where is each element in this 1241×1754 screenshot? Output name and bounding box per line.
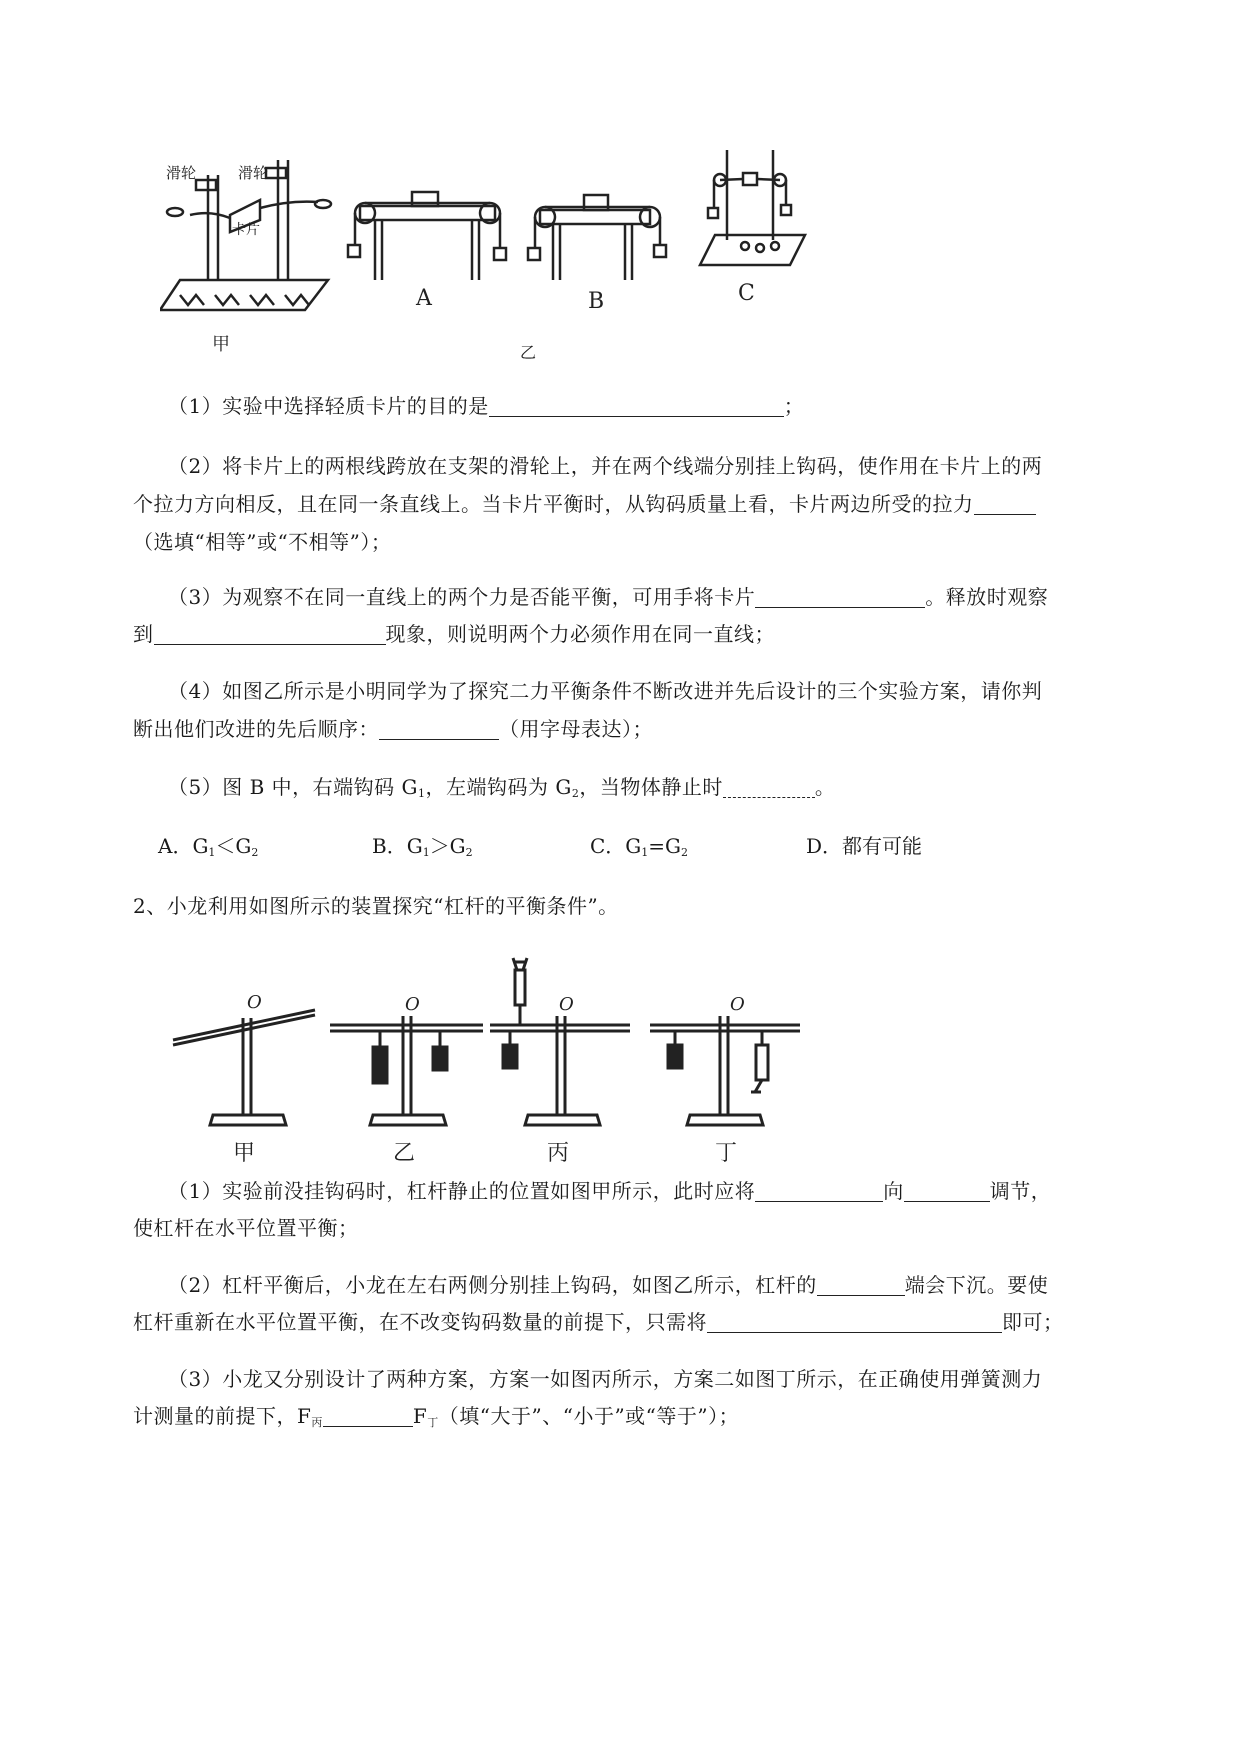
- q1-part5-b: ，左端钩码为 G: [425, 775, 572, 799]
- option-b-rel: ＞G: [429, 834, 466, 858]
- q1-part5-blank[interactable]: [723, 775, 815, 798]
- option-a-rel: ＜G: [215, 834, 252, 858]
- q2-part1-b: 向: [883, 1179, 904, 1203]
- option-c-rel: =G: [648, 834, 682, 858]
- option-c[interactable]: [590, 832, 688, 867]
- option-d-text: D．都有可能: [806, 834, 923, 858]
- q1-part5-sub1: 1: [417, 787, 426, 800]
- label-a: A: [416, 286, 432, 311]
- q1-part1-blank[interactable]: [489, 394, 784, 417]
- q1-part4-blank[interactable]: [379, 717, 499, 740]
- q2-part3-line1: （3）小龙又分别设计了两种方案，方案一如图丙所示，方案二如图丁所示，在正确使用弹簧测力: [168, 1367, 1043, 1391]
- q2-part1-c: 调节，: [989, 1179, 1052, 1203]
- q2-part2-c: 杠杆重新在水平位置平衡，在不改变钩码数量的前提下，只需将: [133, 1310, 707, 1334]
- q2-part2-b: 端会下沉。要使: [904, 1273, 1049, 1297]
- figure-lever-experiment: [165, 950, 815, 1165]
- q2-part3-sub-bing: 丙: [311, 1416, 323, 1429]
- figure-lever-experiment-svg: [165, 950, 815, 1165]
- option-a[interactable]: [158, 832, 258, 867]
- q2-part3-a: 计测量的前提下，F: [133, 1404, 312, 1428]
- q2-part2-a: （2）杠杆平衡后，小龙在左右两侧分别挂上钩码，如图乙所示，杠杆的: [168, 1273, 817, 1297]
- option-b-sub1: 1: [422, 846, 430, 859]
- option-b-sub2: 2: [465, 846, 473, 859]
- label-card: 卡片: [232, 222, 260, 238]
- q1-part3-line2: [133, 620, 775, 648]
- q1-part4-line2-end: （用字母表达）；: [499, 717, 653, 741]
- label-o-jia: O: [247, 992, 262, 1013]
- q2-part3-f: F: [412, 1404, 428, 1428]
- option-b-prefix: B．G: [372, 834, 423, 858]
- q1-part1-text: （1）实验中选择轻质卡片的目的是: [168, 394, 489, 418]
- label-pulley-left: 滑轮: [166, 164, 197, 182]
- q1-part3-text: （3）为观察不在同一直线上的两个力是否能平衡，可用手将卡片: [168, 585, 756, 609]
- label-o-ding: O: [730, 994, 745, 1015]
- q1-part3-line2-end: 现象，则说明两个力必须作用在同一直线；: [385, 622, 775, 646]
- q1-part4-line2-start: 断出他们改进的先后顺序：: [133, 717, 379, 741]
- q1-part3-text-end: 。释放时观察: [925, 585, 1049, 609]
- q1-part5: [168, 773, 835, 808]
- q1-part2-line2: [133, 490, 1036, 518]
- label-yi: 乙: [520, 343, 537, 362]
- q1-part1: [168, 392, 804, 420]
- q2-part3-sub-ding: 丁: [427, 1416, 439, 1429]
- q1-part3-line2-start: 到: [133, 622, 154, 646]
- option-c-prefix: C．G: [590, 834, 642, 858]
- q1-part2-text: 个拉力方向相反，且在同一条直线上。当卡片平衡时，从钩码质量上看，卡片两边所受的拉力: [133, 492, 974, 516]
- q1-part5-c: ，当物体静止时: [579, 775, 723, 799]
- q2-part3-end: （填“大于”、“小于”或“等于”）；: [438, 1404, 740, 1428]
- option-b[interactable]: [372, 832, 473, 867]
- q1-part4-line1: （4）如图乙所示是小明同学为了探究二力平衡条件不断改进并先后设计的三个实验方案，请你判: [168, 679, 1043, 703]
- q1-part3-blank2[interactable]: [154, 622, 386, 645]
- label-jia: 甲: [212, 334, 230, 355]
- q2-title: 2、小龙利用如图所示的装置探究“杠杆的平衡条件”。: [133, 894, 619, 918]
- q1-part5-end: 。: [814, 775, 836, 799]
- q2-part1-line2: 使杠杆在水平位置平衡；: [133, 1216, 359, 1240]
- q1-part2-line3: （选填“相等”或“不相等”）；: [133, 530, 392, 554]
- q2-part1-blank1[interactable]: [755, 1179, 883, 1202]
- label-lever-yi: 乙: [393, 1141, 416, 1165]
- option-c-sub2: 2: [681, 846, 689, 859]
- q2-part2-line1: [168, 1271, 1048, 1299]
- option-a-sub2: 2: [251, 846, 259, 859]
- figure-card-experiment-svg: [160, 140, 860, 380]
- q2-part2-d: 即可；: [1002, 1310, 1064, 1334]
- option-a-prefix: A．G: [158, 834, 209, 858]
- q2-part3-blank[interactable]: [323, 1404, 413, 1427]
- label-lever-ding: 丁: [715, 1141, 738, 1165]
- q2-part2-blank1[interactable]: [817, 1273, 905, 1296]
- q1-part3-line1: [168, 583, 1048, 611]
- label-b: B: [588, 289, 605, 314]
- q1-part5-a: （5）图 B 中，右端钩码 G: [168, 775, 418, 799]
- q2-part1-line1: [168, 1177, 1051, 1205]
- q1-part2-blank[interactable]: [974, 492, 1036, 515]
- q1-part1-end: ；: [783, 394, 805, 418]
- label-pulley-right: 滑轮: [238, 164, 269, 182]
- q1-part2-line1: （2）将卡片上的两根线跨放在支架的滑轮上，并在两个线端分别挂上钩码，使作用在卡片上的两: [168, 454, 1043, 478]
- label-o-yi: O: [405, 994, 420, 1015]
- q1-part3-blank1[interactable]: [755, 585, 925, 608]
- label-c: C: [738, 281, 755, 306]
- q1-part4-line2: [133, 715, 653, 743]
- option-c-sub1: 1: [641, 846, 649, 859]
- option-d[interactable]: [806, 832, 922, 860]
- q2-part1-blank2[interactable]: [904, 1179, 990, 1202]
- figure-card-experiment: [160, 140, 860, 380]
- q2-part3-line2: [133, 1402, 739, 1437]
- label-lever-jia: 甲: [233, 1141, 256, 1165]
- label-o-bing: O: [559, 994, 574, 1015]
- option-a-sub1: 1: [208, 846, 216, 859]
- q2-part2-line2: [133, 1308, 1064, 1336]
- q2-part1-a: （1）实验前没挂钩码时，杠杆静止的位置如图甲所示，此时应将: [168, 1179, 756, 1203]
- label-lever-bing: 丙: [547, 1141, 570, 1165]
- q1-part5-sub2: 2: [571, 787, 580, 800]
- q2-part2-blank2[interactable]: [707, 1310, 1002, 1333]
